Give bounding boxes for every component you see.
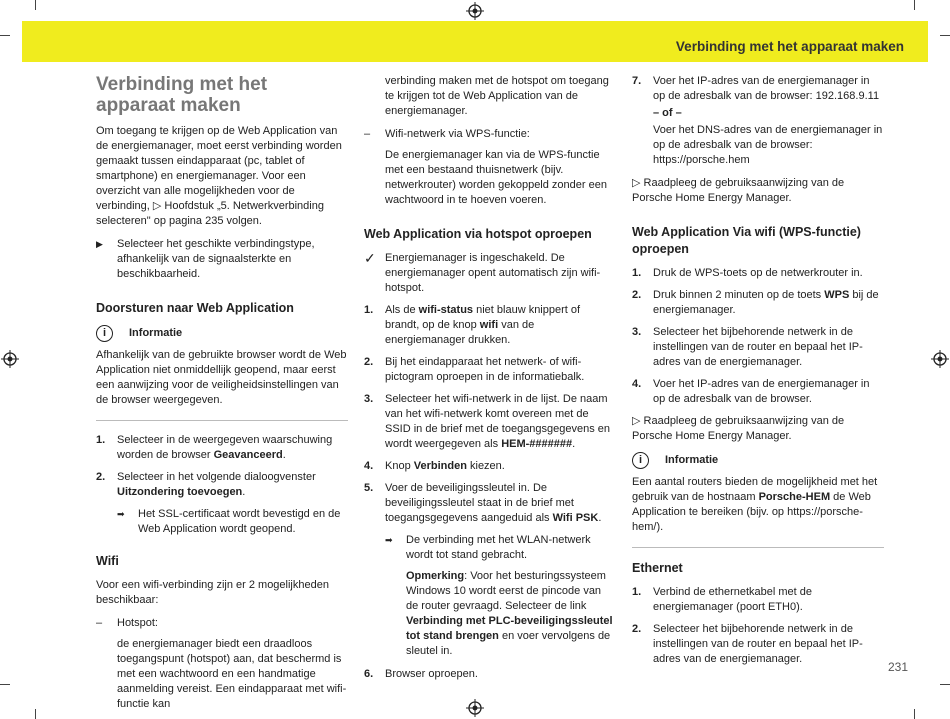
reference-text: ▷ Raadpleeg de gebruiksaanwijzing van de Porsche Home Energy Manager.	[632, 177, 845, 204]
registration-mark-icon	[466, 699, 484, 717]
step-number: 2.	[632, 289, 642, 301]
step-text: Browser oproepen.	[385, 668, 478, 680]
step-text: Voer het IP-adres van de energiemanager in op de adresbalk van de browser: 192.168.9.11	[653, 75, 880, 102]
list-item	[364, 459, 616, 474]
list-item	[364, 667, 616, 682]
note-text: Opmerking: Voor het besturingssysteem Windows 10 wordt eerst de pincode van de router gevraagd. Selecteer de link Verbinding met PLC-beveiligingssleutel tot stand brengen en voer vervolgens de sleutel in.	[406, 570, 613, 657]
section-heading-wps: Web Application Via wifi (WPS-functie) oproepen	[632, 225, 861, 256]
list-item	[96, 433, 348, 463]
crop-mark	[914, 0, 915, 10]
list-item	[364, 355, 616, 385]
step-number: 3.	[632, 326, 642, 338]
header-bar	[22, 21, 928, 62]
registration-mark-icon	[931, 350, 949, 368]
checkmark-icon: ✓	[364, 250, 376, 266]
wps-label: Wifi-netwerk via WPS-functie:	[385, 128, 530, 140]
result-text: Het SSL-certificaat wordt bevestigd en de Web Application wordt geopend.	[138, 508, 341, 535]
wifi-intro: Voor een wifi-verbinding zijn er 2 mogelijkheden beschikbaar:	[96, 579, 329, 606]
list-item	[632, 377, 884, 407]
step-number: 3.	[364, 393, 374, 405]
column-right	[632, 74, 884, 674]
list-item	[364, 251, 616, 296]
precondition-text: Energiemanager is ingeschakeld. De energiemanager opent automatisch zijn wifi-hotspot.	[385, 252, 601, 294]
page-title: Verbinding met het apparaat maken	[96, 74, 268, 116]
intro-paragraph: Om toegang te krijgen op de Web Application van de energiemanager, moet eerst verbinding worden gemaakt tussen eindapparaat (pc, tablet of smartphone) en energiemanager. Voor een overzicht van alle mogelijkheden voor de verbinding, ▷ Hoofdstuk „5. Netwerkverbinding selecteren" op pagina 235 volgen.	[96, 125, 342, 227]
crop-mark	[0, 684, 10, 685]
crop-mark	[940, 35, 950, 36]
continued-text: verbinding maken met de hotspot om toegang te krijgen tot de Web Application van de energiemanager.	[385, 75, 609, 117]
list-item	[364, 127, 616, 142]
info-label: Informatie	[129, 327, 183, 339]
step-text: Druk binnen 2 minuten op de toets WPS bij de energiemanager.	[653, 289, 879, 316]
hotspot-text: de energiemanager biedt een draadloos toegangspunt (hotspot) aan, dat beschermd is met een wachtwoord en een handmatige aanmelding vereist. Een eindapparaat met wifi-functie kan	[117, 638, 347, 710]
registration-mark-icon	[1, 350, 19, 368]
step-alt-text: Voer het DNS-adres van de energiemanager in op de adresbalk van de browser: https://porsche.hem	[653, 124, 883, 166]
wps-text: De energiemanager kan via de WPS-functie met een bestaand thuisnetwerk (bijv. netwerkrouter) worden gekoppeld zonder een wachtwoord in te hoeven voeren.	[385, 149, 607, 206]
step-text: Selecteer het wifi-netwerk in de lijst. De naam van het wifi-netwerk komt overeen met de SSID in de brief met de toegangsgegevens en wordt weergegeven als HEM-#######.	[385, 393, 611, 450]
dash-bullet: –	[96, 617, 103, 629]
reference-text: ▷ Raadpleeg de gebruiksaanwijzing van de Porsche Home Energy Manager.	[632, 415, 845, 442]
section-heading-redirect: Doorsturen naar Web Application	[96, 301, 294, 315]
step-text: Als de wifi-status niet blauw knippert of brandt, op de knop wifi van de energiemanager drukken.	[385, 304, 581, 346]
result-arrow-icon: ➡	[117, 509, 125, 519]
column-left	[96, 74, 348, 719]
step-number: 1.	[96, 434, 106, 446]
info-icon: i	[632, 452, 649, 469]
list-item	[632, 266, 884, 281]
step-number: 2.	[632, 623, 642, 635]
info-label: Informatie	[665, 454, 719, 466]
step-text: Selecteer het bijbehorende netwerk in de instellingen van de router en bepaal het IP-adres van de energiemanager.	[653, 326, 863, 368]
info-text: Een aantal routers bieden de mogelijkheid met het gebruik van de hostnaam Porsche-HEM de Web Application te bereiken (bijv. op https://porsche-hem/).	[632, 476, 878, 533]
list-item	[364, 303, 616, 348]
step-number: 7.	[632, 75, 642, 87]
crop-mark	[0, 35, 10, 36]
crop-mark	[914, 709, 915, 719]
step-text: Selecteer het bijbehorende netwerk in de instellingen van de router en bepaal het IP-adres van de energiemanager.	[653, 623, 863, 665]
step-number: 1.	[632, 267, 642, 279]
step-number: 5.	[364, 482, 374, 494]
crop-mark	[35, 0, 36, 10]
dash-bullet: –	[364, 128, 371, 140]
step-text: Verbind de ethernetkabel met de energiemanager (poort ETH0).	[653, 586, 813, 613]
step-text: Voer het IP-adres van de energiemanager in op de adresbalk van de browser.	[653, 378, 870, 405]
result-item	[385, 533, 616, 563]
step-text: Bij het eindapparaat het netwerk- of wifi-pictogram oproepen in de informatiebalk.	[385, 356, 585, 383]
step-text: Voer de beveiligingssleutel in. De beveiligingssleutel staat in de brief met toegangsgegevens aangeduid als Wifi PSK.	[385, 482, 602, 524]
hotspot-label: Hotspot:	[117, 617, 158, 629]
step-number: 2.	[364, 356, 374, 368]
step-text: Druk de WPS-toets op de netwerkrouter in.	[653, 267, 863, 279]
list-item	[96, 237, 348, 282]
list-item	[632, 74, 884, 104]
list-item	[632, 622, 884, 667]
list-item	[364, 392, 616, 452]
list-item	[364, 481, 616, 526]
result-item	[117, 507, 348, 537]
list-item	[96, 616, 348, 631]
step-text: Knop Verbinden kiezen.	[385, 460, 505, 472]
step-text: Selecteer in de weergegeven waarschuwing worden de browser Geavanceerd.	[117, 434, 333, 461]
step-number: 2.	[96, 471, 106, 483]
step-number: 4.	[632, 378, 642, 390]
info-box	[96, 325, 348, 421]
step-number: 6.	[364, 668, 374, 680]
step-text: Selecteer in het volgende dialoogvenster Uitzondering toevoegen.	[117, 471, 316, 498]
result-arrow-icon: ➡	[385, 535, 393, 545]
crop-mark	[940, 684, 950, 685]
section-heading-hotspot: Web Application via hotspot oproepen	[364, 227, 592, 241]
section-heading-ethernet: Ethernet	[632, 561, 683, 575]
list-item	[632, 325, 884, 370]
info-text: Afhankelijk van de gebruikte browser wordt de Web Application niet onmiddellijk geopend, maar eerst een aanwijzing voor de veiligheidsinstellingen van de browser weergegeven.	[96, 349, 347, 406]
result-text: De verbinding met het WLAN-netwerk wordt tot stand gebracht.	[406, 534, 591, 561]
list-item	[96, 470, 348, 500]
section-heading-wifi: Wifi	[96, 554, 119, 568]
triangle-bullet-icon: ▶	[96, 239, 103, 249]
info-box	[632, 452, 884, 548]
crop-mark	[35, 709, 36, 719]
running-header-title: Verbinding met het apparaat maken	[675, 39, 904, 54]
step-number: 4.	[364, 460, 374, 472]
column-middle	[364, 74, 616, 689]
step-number: 1.	[632, 586, 642, 598]
registration-mark-icon	[466, 2, 484, 20]
bullet-text: Selecteer het geschikte verbindingstype, afhankelijk van de signaalsterkte en beschikbaarheid.	[117, 238, 315, 280]
page-number: 231	[887, 660, 908, 674]
or-separator: – of –	[653, 107, 682, 119]
list-item	[632, 288, 884, 318]
list-item	[632, 585, 884, 615]
step-number: 1.	[364, 304, 374, 316]
info-icon: i	[96, 325, 113, 342]
